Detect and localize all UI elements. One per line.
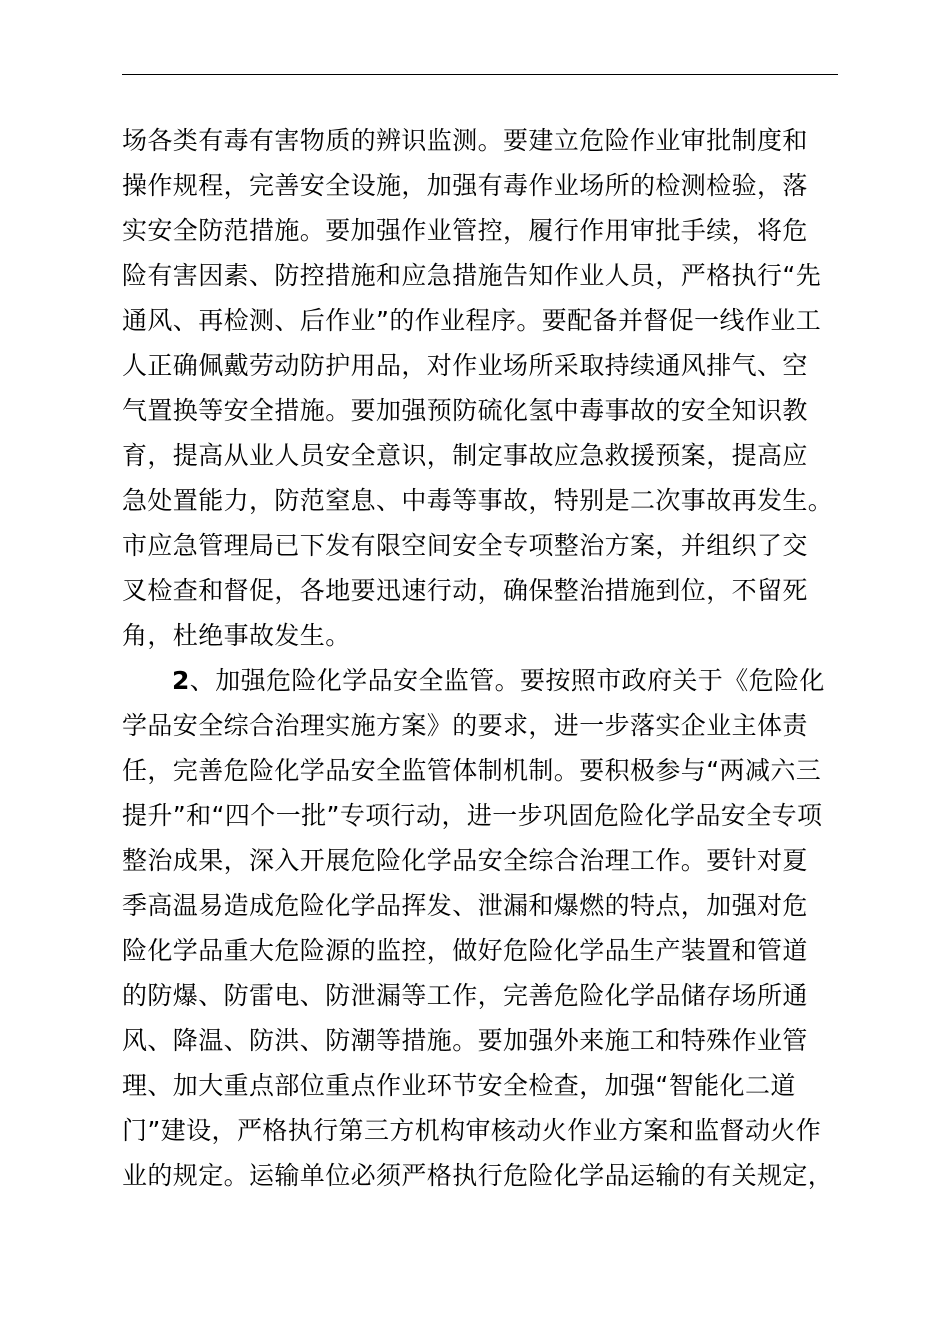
text-line: 理、加大重点部位重点作业环节安全检查，加强“智能化二道 [122,1071,796,1100]
text-line: 业的规定。运输单位必须严格执行危险化学品运输的有关规定， [122,1161,834,1190]
text-line: 险化学品重大危险源的监控，做好危险化学品生产装置和管道 [122,936,808,965]
text-line: 场各类有毒有害物质的辨识监测。要建立危险作业审批制度和 [122,126,808,155]
header-rule [122,74,838,75]
text-line: 角，杜绝事故发生。 [122,621,351,650]
text-line: 实安全防范措施。要加强作业管控，履行作用审批手续，将危 [122,216,808,245]
text-line: 学品安全综合治理实施方案》的要求，进一步落实企业主体责 [122,711,808,740]
text-line: 叉检查和督促，各地要迅速行动，确保整治措施到位，不留死 [122,576,808,605]
text-line: 急处置能力，防范窒息、中毒等事故，特别是二次事故再发生。 [122,486,834,515]
section-number: 2 [172,666,190,695]
text-line: 通风、再检测、后作业”的作业程序。要配备并督促一线作业工 [122,306,822,335]
document-body [122,118,838,1198]
text-line: 提升”和“四个一批”专项行动，进一步巩固危险化学品安全专项 [122,801,823,830]
text-line: 门”建设，严格执行第三方机构审核动火作业方案和监督动火作 [122,1116,822,1145]
text-line: 操作规程，完善安全设施，加强有毒作业场所的检测检验，落 [122,171,808,200]
text-line: 市应急管理局已下发有限空间安全专项整治方案，并组织了交 [122,531,808,560]
text-line: 人正确佩戴劳动防护用品，对作业场所采取持续通风排气、空 [122,351,808,380]
text-line: 育，提高从业人员安全意识，制定事故应急救援预案，提高应 [122,441,808,470]
paragraph-continued [122,118,838,658]
text-line: 整治成果，深入开展危险化学品安全综合治理工作。要针对夏 [122,846,808,875]
paragraph-section-2 [122,658,838,1198]
text-line: 的防爆、防雷电、防泄漏等工作，完善危险化学品储存场所通 [122,981,808,1010]
text-line: 季高温易造成危险化学品挥发、泄漏和爆燃的特点，加强对危 [122,891,808,920]
text-line: 风、降温、防洪、防潮等措施。要加强外来施工和特殊作业管 [122,1026,808,1055]
text-line: 任，完善危险化学品安全监管体制机制。要积极参与“两减六三 [122,756,822,785]
text-line: 气置换等安全措施。要加强预防硫化氢中毒事故的安全知识教 [122,396,808,425]
section-2-first-line [122,658,838,703]
section-heading-text: 、加强危险化学品安全监管。要按照市政府关于《危险化 [189,666,825,695]
text-line: 险有害因素、防控措施和应急措施告知作业人员，严格执行“先 [122,261,822,290]
